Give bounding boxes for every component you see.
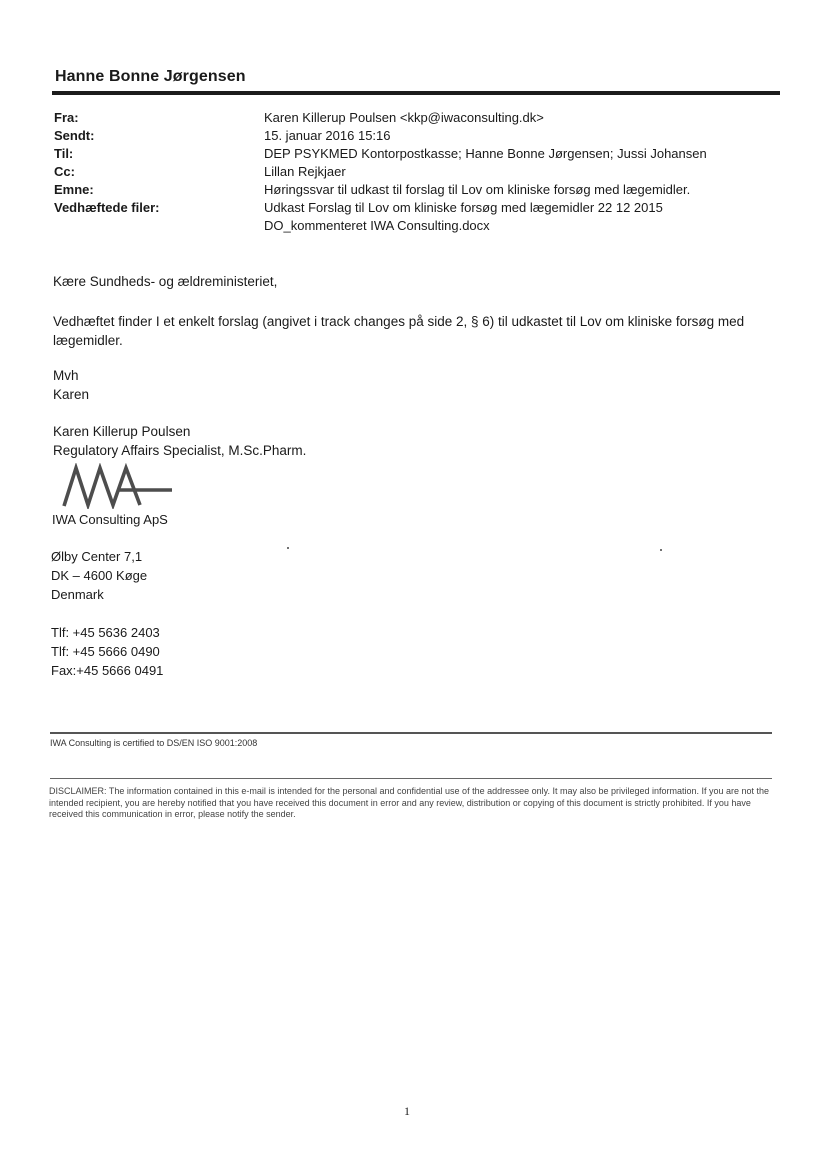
page-number: 1 — [404, 1104, 410, 1118]
attachment-filename-line1: Udkast Forslag til Lov om kliniske forsøg med lægemidler 22 12 2015 — [264, 200, 663, 215]
sent-value: 15. januar 2016 15:16 — [264, 128, 391, 143]
to-label: Til: — [54, 146, 74, 161]
disclaimer-text: DISCLAIMER: The information contained in this e-mail is intended for the personal and confidential use of the addressee only. It may also be privileged information. If you are not the intended recipient, you are hereby notified that you have received this document in error and any review, distribution or copying of this document is strictly prohibited. If you have received this communication in error, please notify the sender. — [49, 786, 770, 819]
contact-numbers — [51, 623, 163, 680]
address-line-1: Ølby Center 7,1 — [51, 549, 143, 564]
address-line-2: DK – 4600 Køge — [51, 568, 148, 583]
closing-line-2: Karen — [53, 387, 90, 402]
cc-label: Cc: — [54, 164, 75, 179]
cc-value: Lillan Rejkjaer — [264, 164, 346, 179]
email-paragraph: Vedhæftet finder I et enkelt forslag (angivet i track changes på side 2, § 6) til udkastet til Lov om kliniske forsøg med lægemidler. — [53, 314, 745, 348]
disclaimer-divider — [50, 778, 772, 779]
scan-speck — [660, 549, 662, 551]
phone-1: Tlf: +45 5636 2403 — [51, 625, 160, 640]
signature-block — [53, 422, 778, 460]
to-value: DEP PSYKMED Kontorpostkasse; Hanne Bonne Jørgensen; Jussi Johansen — [264, 146, 707, 161]
certification-note: IWA Consulting is certified to DS/EN ISO 9001:2008 — [50, 738, 258, 748]
attachment-filename-line2: DO_kommenteret IWA Consulting.docx — [264, 218, 490, 233]
header-divider — [52, 91, 780, 95]
scan-speck — [287, 547, 289, 549]
closing-line-1: Mvh — [53, 368, 79, 383]
from-label: Fra: — [54, 110, 79, 125]
iwa-logo-icon — [60, 463, 180, 509]
subject-value: Høringssvar til udkast til forslag til Lov om kliniske forsøg med lægemidler. — [264, 182, 691, 197]
from-value: Karen Killerup Poulsen <kkp@iwaconsulting.dk> — [264, 110, 544, 125]
phone-2: Tlf: +45 5666 0490 — [51, 644, 160, 659]
company-name: IWA Consulting ApS — [52, 512, 168, 527]
iwa-logo — [60, 463, 180, 514]
subject-label: Emne: — [54, 182, 94, 197]
mailbox-owner-name: Hanne Bonne Jørgensen — [55, 68, 246, 85]
footer-divider — [50, 732, 772, 734]
email-greeting: Kære Sundheds- og ældreministeriet, — [53, 274, 278, 289]
signature-name: Karen Killerup Poulsen — [53, 424, 191, 439]
fax: Fax:+45 5666 0491 — [51, 663, 164, 678]
email-closing — [53, 366, 778, 404]
signature-title: Regulatory Affairs Specialist, M.Sc.Pharm. — [53, 443, 307, 458]
attachments-label: Vedhæftede filer: — [54, 200, 160, 215]
address-line-3: Denmark — [51, 587, 104, 602]
company-address — [51, 547, 147, 604]
sent-label: Sendt: — [54, 128, 95, 143]
